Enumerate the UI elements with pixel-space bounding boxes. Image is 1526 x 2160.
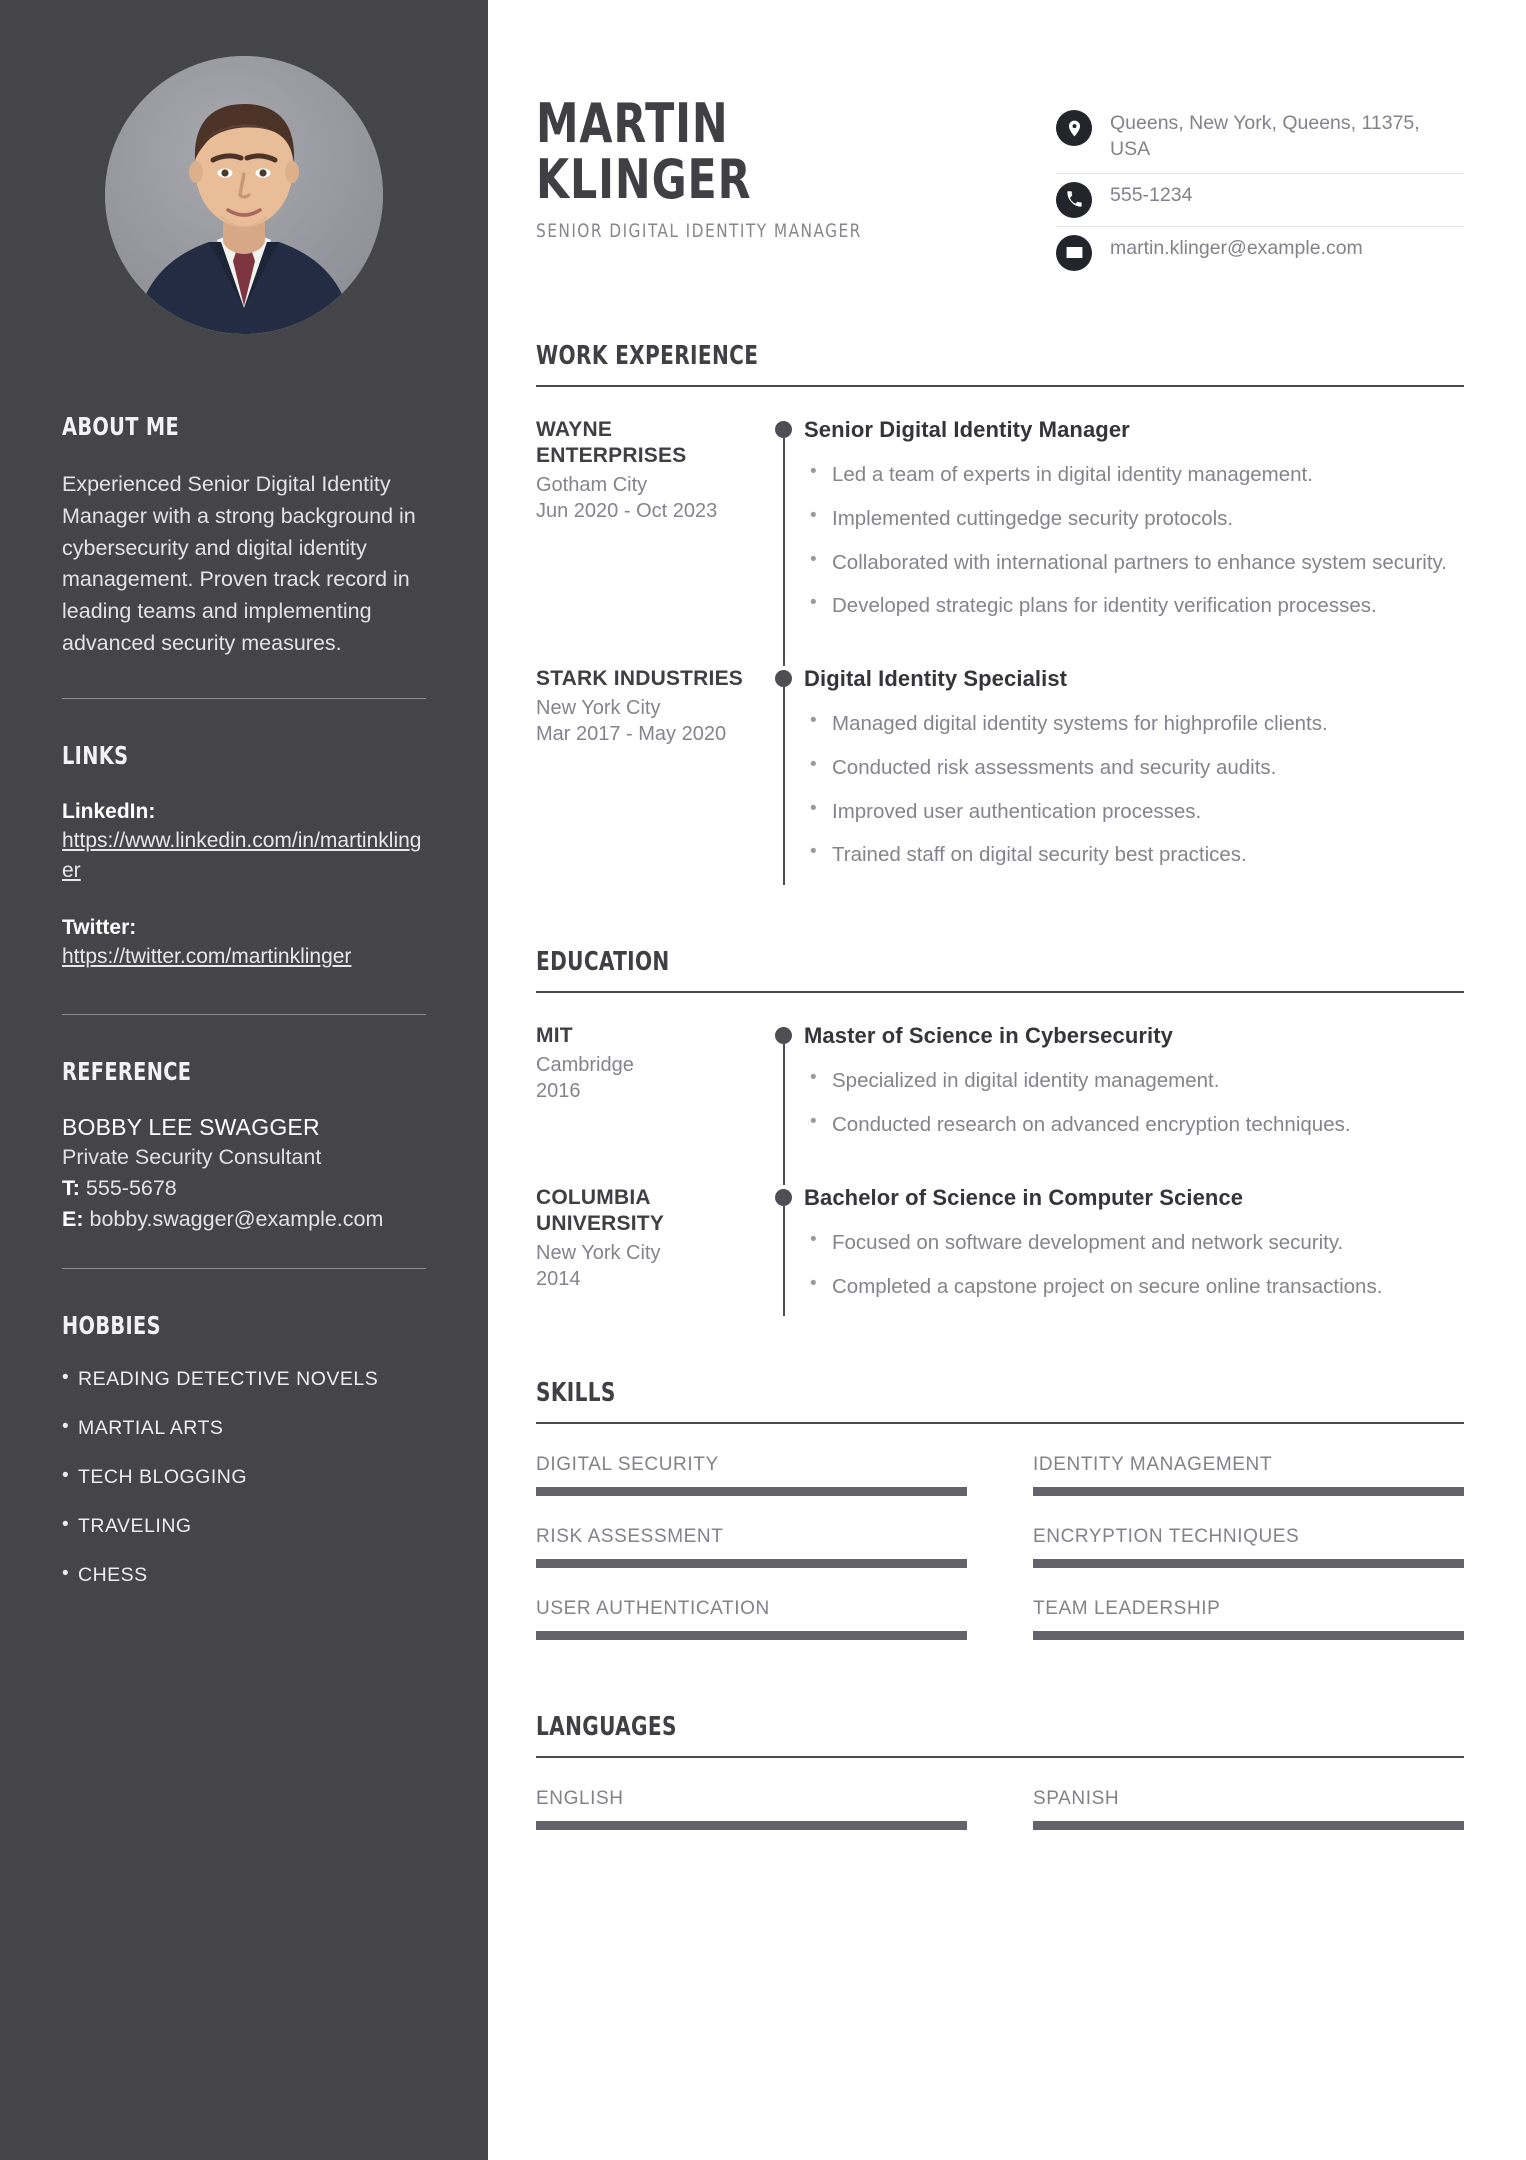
timeline-dot [775,1027,792,1044]
address-text: Queens, New York, Queens, 11375, USA [1110,112,1420,160]
list-item: • MARTIAL ARTS [62,1417,426,1440]
work-experience-section [536,341,1464,885]
about-me-section [62,412,426,660]
reference-phone-label: T: [62,1176,80,1200]
language-bar [536,1821,967,1830]
skill-label: USER AUTHENTICATION [536,1598,770,1620]
work-dates: Mar 2017 - May 2020 [536,723,727,746]
work-entry [536,417,1464,636]
list-item: • READING DETECTIVE NOVELS [62,1368,426,1391]
skill-item [536,1454,967,1506]
skill-label: DIGITAL SECURITY [536,1454,719,1476]
education-location: New York City [536,1242,661,1265]
hobbies-section [62,1311,426,1587]
about-me-text: Experienced Senior Digital Identity Manager with a strong background in cybersecurity and digital identity management. Proven track record in leading teams and implementing advanced security measures. [62,472,416,656]
skill-bar [536,1487,967,1496]
education-section [536,947,1464,1316]
work-entry [536,666,1464,885]
timeline-marker [764,417,804,636]
about-me-heading: ABOUT ME [62,412,180,441]
education-bullets [804,1229,1464,1300]
work-entry-meta [536,417,764,636]
education-entry-body [804,1023,1464,1155]
education-location: Cambridge [536,1054,634,1077]
skill-item [1033,1598,1464,1650]
work-experience-heading: WORK EXPERIENCE [536,340,759,371]
job-title: SENIOR DIGITAL IDENTITY MANAGER [536,220,862,243]
language-bar [1033,1821,1464,1830]
education-entry-meta [536,1023,764,1155]
education-bullets [804,1067,1464,1138]
skill-label: TEAM LEADERSHIP [1033,1598,1221,1620]
phone-text: 555-1234 [1110,183,1193,206]
list-item: • TECH BLOGGING [62,1466,426,1489]
list-item: • Conducted risk assessments and security audits. [804,754,1464,782]
reference-name: BOBBY LEE SWAGGER [62,1114,320,1140]
section-rule [536,385,1464,387]
contact-row-phone [1056,173,1464,226]
skill-item [1033,1526,1464,1578]
twitter-label: Twitter: [62,915,137,939]
skill-item [1033,1454,1464,1506]
reference-heading: REFERENCE [62,1057,192,1086]
skill-label: RISK ASSESSMENT [536,1526,724,1548]
work-dates: Jun 2020 - Oct 2023 [536,500,718,523]
contact-row-address [1056,102,1464,173]
timeline-marker [764,1185,804,1317]
location-pin-icon [1056,110,1092,146]
education-dates: 2016 [536,1080,581,1103]
resume-header [536,0,1464,279]
list-item: • Completed a capstone project on secure online transactions. [804,1273,1464,1301]
work-title: Senior Digital Identity Manager [804,416,1130,442]
languages-heading: LANGUAGES [536,1712,677,1743]
skill-bar [1033,1487,1464,1496]
links-heading: LINKS [62,740,129,770]
work-location: Gotham City [536,474,648,497]
avatar [105,56,383,334]
education-heading: EDUCATION [536,947,670,977]
work-bullets [804,461,1464,620]
link-item-linkedin [62,798,426,886]
education-entry-body [804,1185,1464,1317]
skill-bar [1033,1631,1464,1640]
sidebar-divider [62,1014,426,1015]
timeline-dot [775,670,792,687]
hobbies-heading: HOBBIES [62,1311,161,1340]
timeline-dot [775,1189,792,1206]
links-section [62,741,426,972]
list-item: • Specialized in digital identity management. [804,1067,1464,1095]
timeline-line [783,670,785,885]
skill-bar [1033,1559,1464,1568]
list-item: • Collaborated with international partners to enhance system security. [804,549,1464,577]
work-entry-body [804,417,1464,636]
linkedin-url[interactable]: https://www.linkedin.com/in/martinklinger [62,829,422,883]
envelope-icon [1056,235,1092,271]
list-item: • CHESS [62,1564,426,1587]
languages-grid [536,1788,1464,1840]
list-item: • Managed digital identity systems for highprofile clients. [804,710,1464,738]
work-location: New York City [536,697,661,720]
section-rule [536,1422,1464,1424]
language-item [536,1788,967,1840]
first-name: MARTIN [536,92,729,155]
list-item: • Focused on software development and network security. [804,1229,1464,1257]
education-title: Master of Science in Cybersecurity [804,1023,1173,1048]
skill-item [536,1598,967,1650]
reference-section [62,1057,426,1232]
language-label: ENGLISH [536,1788,624,1810]
timeline-line [783,421,785,666]
skills-grid [536,1454,1464,1650]
twitter-url[interactable]: https://twitter.com/martinklinger [62,945,352,969]
linkedin-label: LinkedIn: [62,799,156,823]
name-block [536,92,1056,279]
section-rule [536,991,1464,993]
work-bullets [804,710,1464,869]
work-title: Digital Identity Specialist [804,665,1068,691]
list-item: • Trained staff on digital security best practices. [804,841,1464,869]
contact-block [1056,96,1464,279]
timeline-line [783,1189,785,1317]
language-label: SPANISH [1033,1788,1120,1810]
list-item: • Improved user authentication processes. [804,798,1464,826]
languages-section [536,1712,1464,1840]
contact-row-email [1056,226,1464,279]
reference-email-label: E: [62,1207,84,1231]
sidebar [0,0,488,2160]
timeline-marker [764,1023,804,1155]
language-item [1033,1788,1464,1840]
list-item: • TRAVELING [62,1515,426,1538]
education-org: MIT [536,1024,573,1047]
link-item-twitter [62,914,426,972]
portrait-photo-illustration [105,56,383,334]
skill-item [536,1526,967,1578]
timeline-dot [775,421,792,438]
hobbies-list [62,1368,426,1587]
skill-label: IDENTITY MANAGEMENT [1033,1454,1273,1476]
email-text: martin.klinger@example.com [1110,236,1363,259]
reference-role: Private Security Consultant [62,1145,322,1169]
skill-label: ENCRYPTION TECHNIQUES [1033,1526,1300,1548]
education-entry [536,1023,1464,1155]
sidebar-divider [62,1268,426,1269]
list-item: • Implemented cuttingedge security protocols. [804,505,1464,533]
work-entry-meta [536,666,764,885]
reference-email-value: bobby.swagger@example.com [89,1207,384,1231]
skill-bar [536,1559,967,1568]
list-item: • Led a team of experts in digital identity management. [804,461,1464,489]
reference-phone-row [62,1176,426,1201]
skills-heading: SKILLS [536,1378,616,1409]
main-content [488,0,1526,2160]
skills-section [536,1378,1464,1650]
timeline-marker [764,666,804,885]
education-dates: 2014 [536,1268,581,1291]
work-org: STARK INDUSTRIES [536,666,743,690]
sidebar-divider [62,698,426,699]
education-entry-meta [536,1185,764,1317]
education-entry [536,1185,1464,1317]
education-title: Bachelor of Science in Computer Science [804,1184,1244,1210]
section-rule [536,1756,1464,1758]
reference-email-row [62,1207,426,1232]
phone-icon [1056,182,1092,218]
reference-phone-value: 555-5678 [85,1176,177,1200]
last-name: KLINGER [536,148,752,212]
work-entry-body [804,666,1464,885]
work-org: WAYNE ENTERPRISES [536,417,687,468]
education-org: COLUMBIA UNIVERSITY [536,1185,665,1235]
skill-bar [536,1631,967,1640]
timeline-line [783,1027,785,1185]
list-item: • Conducted research on advanced encryption techniques. [804,1111,1464,1139]
list-item: • Developed strategic plans for identity verification processes. [804,592,1464,620]
